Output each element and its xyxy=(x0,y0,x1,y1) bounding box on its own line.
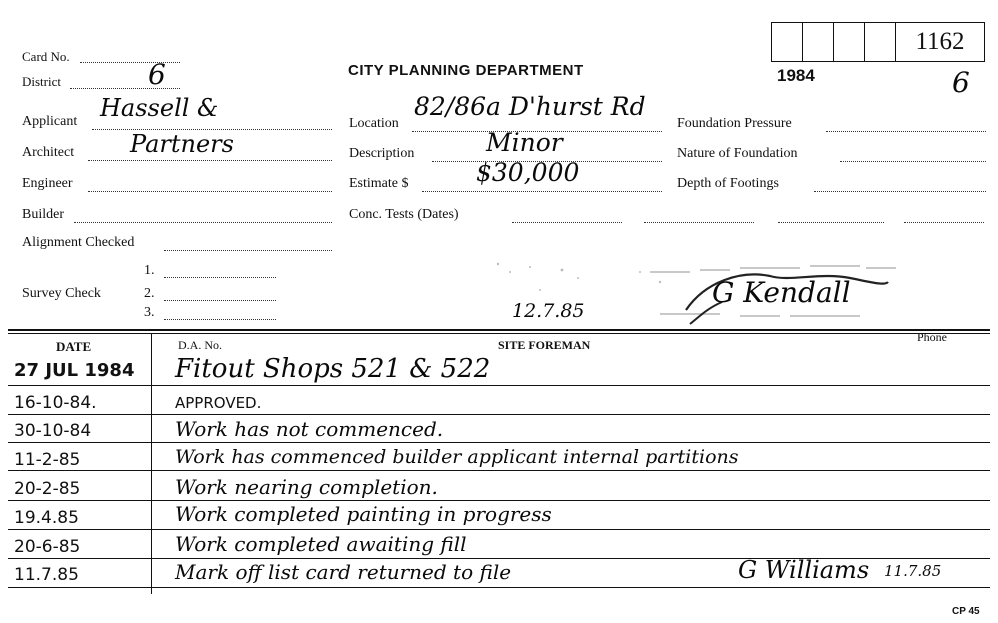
depth-dots xyxy=(814,191,986,192)
site-foreman-header: SITE FOREMAN xyxy=(498,338,591,352)
alignment-label: Alignment Checked xyxy=(22,235,135,250)
conc-dots-1 xyxy=(512,222,622,223)
conc-dots-4 xyxy=(904,222,984,223)
location-label: Location xyxy=(349,116,399,131)
nature-dots xyxy=(840,161,986,162)
year: 1984 xyxy=(777,66,815,85)
architect-value: Partners xyxy=(130,130,234,158)
row-date-1: 27 JUL 1984 xyxy=(14,360,135,381)
date-header: DATE xyxy=(56,339,92,354)
row-remark-4: Work has commenced builder applicant internal partitions xyxy=(175,446,739,468)
row-date-4: 11-2-85 xyxy=(14,450,81,470)
row-line-8 xyxy=(8,587,990,588)
row-date-2: 16-10-84. xyxy=(14,393,97,413)
location-value: 82/86a D'hurst Rd xyxy=(414,92,646,121)
foundation-pressure-label: Foundation Pressure xyxy=(677,116,792,131)
architect-dots xyxy=(88,160,332,161)
row-remark-5: Work nearing completion. xyxy=(175,475,438,499)
estimate-dots xyxy=(422,191,662,192)
row-date-3: 30-10-84 xyxy=(14,421,92,441)
row-remark-3: Work has not commenced. xyxy=(175,417,444,441)
date-column-divider xyxy=(151,334,152,594)
description-label: Description xyxy=(349,146,415,161)
alignment-dots xyxy=(164,250,332,251)
row-line-5 xyxy=(8,500,990,501)
row-line-3 xyxy=(8,442,990,443)
table-top-rule-2 xyxy=(8,333,990,334)
row-date-8: 11.7.85 xyxy=(14,565,79,585)
survey-label: Survey Check xyxy=(22,286,101,301)
row-remark-1: Fitout Shops 521 & 522 xyxy=(175,354,491,384)
stamp-signature: G Kendall xyxy=(712,276,851,309)
survey-dots-2 xyxy=(164,300,276,301)
district-label: District xyxy=(22,74,61,89)
builder-label: Builder xyxy=(22,207,64,222)
survey-item-3: 3. xyxy=(144,305,155,320)
card-no-label: Card No. xyxy=(22,49,70,64)
card-number-box xyxy=(771,22,985,62)
row-remark-8: Mark off list card returned to file xyxy=(175,560,512,584)
architect-label: Architect xyxy=(22,145,75,160)
survey-dots-1 xyxy=(164,277,276,278)
table-top-rule xyxy=(8,329,990,331)
row-remark-7: Work completed awaiting fill xyxy=(175,532,467,556)
applicant-label: Applicant xyxy=(22,114,78,129)
nature-of-foundation-label: Nature of Foundation xyxy=(677,146,798,161)
builder-dots xyxy=(74,222,332,223)
applicant-value: Hassell & xyxy=(100,94,219,122)
row-line-2 xyxy=(8,414,990,415)
foundation-pressure-dots xyxy=(826,131,986,132)
row-line-4 xyxy=(8,470,990,471)
da-header: D.A. No. xyxy=(178,338,222,352)
final-date: 11.7.85 xyxy=(884,562,942,580)
form-code: CP 45 xyxy=(952,606,980,617)
estimate-label: Estimate $ xyxy=(349,176,409,191)
row-date-7: 20-6-85 xyxy=(14,537,81,557)
row-line-1 xyxy=(8,385,990,386)
row-remark-6: Work completed painting in progress xyxy=(175,502,552,526)
row-line-6 xyxy=(8,529,990,530)
final-signature: G Williams xyxy=(738,556,870,584)
engineer-label: Engineer xyxy=(22,176,73,191)
row-date-5: 20-2-85 xyxy=(14,479,81,499)
stamp-date: 12.7.85 xyxy=(512,300,585,322)
survey-item-1: 1. xyxy=(144,263,155,278)
conc-dots-2 xyxy=(644,222,754,223)
district-value: 6 xyxy=(148,58,166,91)
description-value: Minor xyxy=(486,128,563,157)
phone-header: Phone xyxy=(917,330,947,344)
survey-item-2: 2. xyxy=(144,286,155,301)
survey-dots-3 xyxy=(164,319,276,320)
department-title: CITY PLANNING DEPARTMENT xyxy=(348,62,584,79)
row-date-6: 19.4.85 xyxy=(14,508,79,528)
conc-dots-3 xyxy=(778,222,884,223)
year-suffix: 6 xyxy=(952,66,970,99)
engineer-dots xyxy=(88,191,332,192)
conc-tests-label: Conc. Tests (Dates) xyxy=(349,207,459,222)
card-number: 1162 xyxy=(915,28,965,55)
depth-of-footings-label: Depth of Footings xyxy=(677,176,779,191)
estimate-value: $30,000 xyxy=(476,158,580,187)
row-remark-2: APPROVED. xyxy=(175,394,262,412)
